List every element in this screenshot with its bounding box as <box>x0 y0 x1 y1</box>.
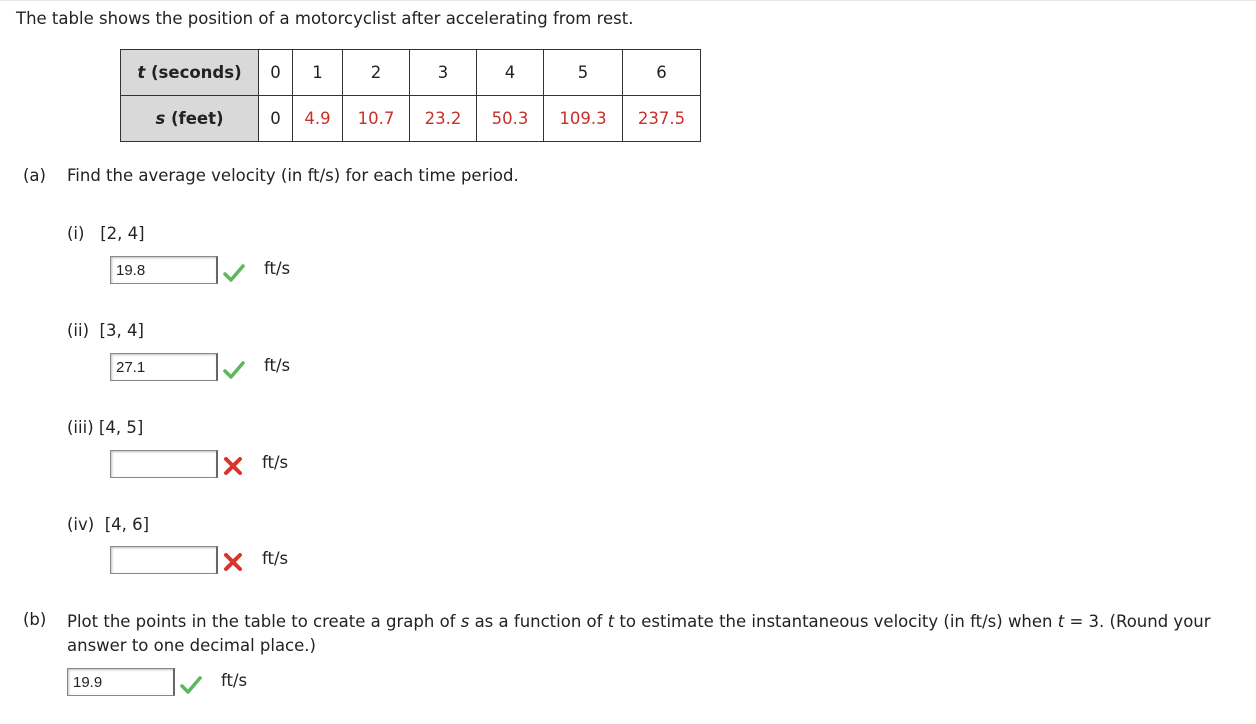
position-cell: 109.3 <box>544 96 623 142</box>
time-header: t (seconds) <box>121 50 259 96</box>
position-cell: 0 <box>259 96 293 142</box>
position-table <box>120 49 701 142</box>
unit-label: ft/s <box>264 259 291 278</box>
position-cell: 23.2 <box>410 96 477 142</box>
part-a-label: (a) <box>23 166 46 185</box>
time-cell: 1 <box>293 50 343 96</box>
position-cell: 10.7 <box>343 96 410 142</box>
time-cell: 0 <box>259 50 293 96</box>
time-cell: 3 <box>410 50 477 96</box>
position-cell: 50.3 <box>477 96 544 142</box>
item-ii-label: (ii) [3, 4] <box>67 321 144 340</box>
position-cell: 237.5 <box>623 96 701 142</box>
unit-label: ft/s <box>262 453 289 472</box>
time-cell: 6 <box>623 50 701 96</box>
item-i-label: (i) [2, 4] <box>67 224 145 243</box>
position-header: s (feet) <box>121 96 259 142</box>
answer-input-i[interactable] <box>110 256 218 284</box>
correct-check-icon <box>223 262 245 284</box>
part-b-prompt: Plot the points in the table to create a graph of s as a function of t to estimate the instantaneous velocity (in ft/s) when t = 3. (Round your answer to one decimal place.) <box>67 612 1211 655</box>
item-iii-label: (iii) [4, 5] <box>67 418 144 437</box>
time-row <box>121 50 701 96</box>
incorrect-cross-icon <box>222 551 244 573</box>
answer-input-ii[interactable] <box>110 353 218 381</box>
item-iv-label: (iv) [4, 6] <box>67 515 150 534</box>
time-cell: 4 <box>477 50 544 96</box>
unit-label: ft/s <box>221 671 248 690</box>
correct-check-icon <box>223 359 245 381</box>
part-b-label: (b) <box>23 610 47 629</box>
correct-check-icon <box>180 674 202 696</box>
part-a-prompt: Find the average velocity (in ft/s) for each time period. <box>67 166 519 185</box>
unit-label: ft/s <box>264 356 291 375</box>
time-cell: 2 <box>343 50 410 96</box>
answer-input-b[interactable] <box>67 668 175 696</box>
answer-input-iii[interactable] <box>110 450 218 478</box>
time-cell: 5 <box>544 50 623 96</box>
problem-intro: The table shows the position of a motorcyclist after accelerating from rest. <box>16 9 634 28</box>
position-row <box>121 96 701 142</box>
position-cell: 4.9 <box>293 96 343 142</box>
answer-input-iv[interactable] <box>110 546 218 574</box>
incorrect-cross-icon <box>222 455 244 477</box>
top-divider <box>0 0 1256 1</box>
unit-label: ft/s <box>262 549 289 568</box>
